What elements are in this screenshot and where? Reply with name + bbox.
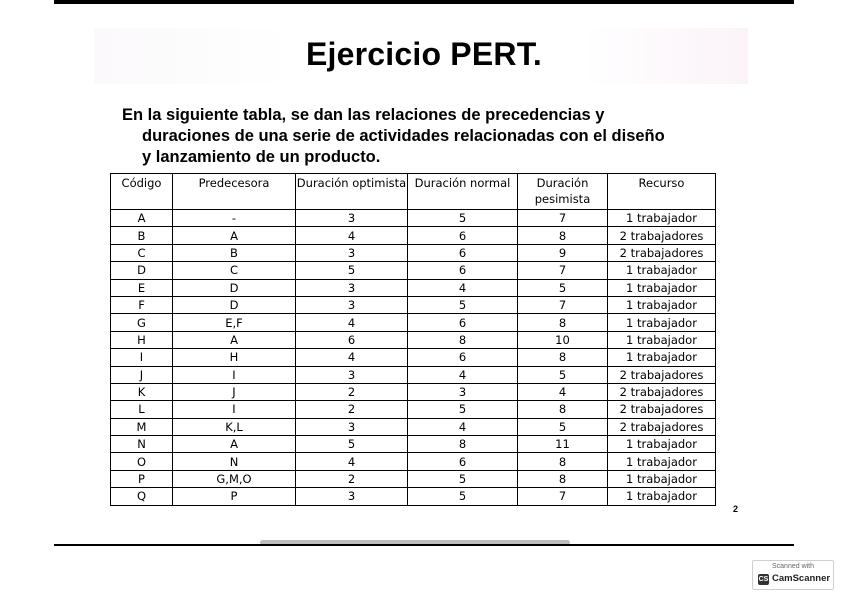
cell-normal: 5	[408, 488, 518, 505]
cell-predecesora: D	[173, 296, 296, 313]
cell-codigo: F	[111, 296, 173, 313]
cell-optimista: 2	[296, 401, 408, 418]
table-row	[111, 227, 716, 244]
cell-codigo: L	[111, 401, 173, 418]
cell-pesimista: 8	[518, 349, 608, 366]
page-title: Ejercicio PERT.	[306, 36, 542, 72]
table-row	[111, 401, 716, 418]
scanned-with-label: Scanned with	[771, 563, 815, 570]
cell-recurso: 1 trabajador	[608, 314, 716, 331]
cell-normal: 4	[408, 418, 518, 435]
cell-codigo: J	[111, 366, 173, 383]
cell-predecesora: N	[173, 453, 296, 470]
intro-line-1: En la siguiente tabla, se dan las relaciones de precedencias y	[122, 106, 605, 124]
page-number: 2	[733, 504, 739, 514]
cell-recurso: 1 trabajador	[608, 488, 716, 505]
cell-codigo: H	[111, 331, 173, 348]
cell-normal: 3	[408, 383, 518, 400]
table-row	[111, 366, 716, 383]
intro-line-3: y lanzamiento de un producto.	[142, 148, 381, 166]
cell-pesimista: 8	[518, 470, 608, 487]
cell-pesimista: 4	[518, 383, 608, 400]
cell-pesimista: 7	[518, 262, 608, 279]
camscanner-logo-icon: CS	[758, 576, 769, 583]
table-row	[111, 279, 716, 296]
cell-codigo: Q	[111, 488, 173, 505]
table-row	[111, 296, 716, 313]
cell-pesimista: 5	[518, 366, 608, 383]
cell-normal: 6	[408, 314, 518, 331]
cell-codigo: C	[111, 244, 173, 261]
cell-normal: 5	[408, 470, 518, 487]
cell-normal: 4	[408, 279, 518, 296]
table-row	[111, 314, 716, 331]
cell-predecesora: I	[173, 366, 296, 383]
cell-predecesora: H	[173, 349, 296, 366]
cell-recurso: 2 trabajadores	[608, 418, 716, 435]
table-row	[111, 436, 716, 453]
camscanner-name: CamScanner	[772, 573, 831, 584]
cell-optimista: 5	[296, 262, 408, 279]
cell-optimista: 5	[296, 436, 408, 453]
cell-predecesora: C	[173, 262, 296, 279]
cell-optimista: 4	[296, 227, 408, 244]
cell-pesimista: 8	[518, 401, 608, 418]
camscanner-badge	[752, 560, 834, 590]
cell-codigo: N	[111, 436, 173, 453]
cell-recurso: 1 trabajador	[608, 210, 716, 227]
cell-predecesora: A	[173, 227, 296, 244]
cell-optimista: 3	[296, 418, 408, 435]
cell-recurso: 1 trabajador	[608, 453, 716, 470]
cell-codigo: G	[111, 314, 173, 331]
cell-optimista: 3	[296, 296, 408, 313]
cell-codigo: A	[111, 210, 173, 227]
cell-codigo: D	[111, 262, 173, 279]
table-row	[111, 244, 716, 261]
cell-pesimista: 10	[518, 331, 608, 348]
cell-normal: 6	[408, 453, 518, 470]
cell-pesimista: 7	[518, 488, 608, 505]
cell-normal: 5	[408, 401, 518, 418]
table-row	[111, 488, 716, 505]
cell-predecesora: E,F	[173, 314, 296, 331]
cell-normal: 6	[408, 244, 518, 261]
cell-pesimista: 9	[518, 244, 608, 261]
cell-optimista: 3	[296, 210, 408, 227]
cell-predecesora: -	[173, 210, 296, 227]
cell-recurso: 2 trabajadores	[608, 227, 716, 244]
cell-normal: 6	[408, 227, 518, 244]
cell-predecesora: G,M,O	[173, 470, 296, 487]
table-header-row	[111, 174, 716, 210]
cell-pesimista: 7	[518, 296, 608, 313]
table-row	[111, 331, 716, 348]
cell-optimista: 2	[296, 470, 408, 487]
cell-normal: 4	[408, 366, 518, 383]
pert-table	[110, 173, 716, 506]
cell-codigo: P	[111, 470, 173, 487]
cell-normal: 8	[408, 436, 518, 453]
intro-line-2: duraciones de una serie de actividades relacionadas con el diseño	[142, 127, 665, 145]
table-body	[111, 210, 716, 506]
cell-recurso: 1 trabajador	[608, 262, 716, 279]
cell-recurso: 2 trabajadores	[608, 244, 716, 261]
cell-optimista: 3	[296, 488, 408, 505]
cell-predecesora: K,L	[173, 418, 296, 435]
table-row	[111, 210, 716, 227]
cell-recurso: 2 trabajadores	[608, 401, 716, 418]
table-row	[111, 418, 716, 435]
table-row	[111, 349, 716, 366]
cell-predecesora: P	[173, 488, 296, 505]
cell-recurso: 1 trabajador	[608, 349, 716, 366]
cell-pesimista: 5	[518, 418, 608, 435]
header-recurso: Recurso	[608, 174, 716, 210]
cell-normal: 8	[408, 331, 518, 348]
cell-optimista: 4	[296, 314, 408, 331]
header-duracion-normal: Duración normal	[408, 174, 518, 210]
cell-codigo: I	[111, 349, 173, 366]
intro-paragraph	[122, 105, 722, 168]
cell-optimista: 6	[296, 331, 408, 348]
cell-recurso: 2 trabajadores	[608, 366, 716, 383]
cell-predecesora: B	[173, 244, 296, 261]
cell-optimista: 4	[296, 349, 408, 366]
bottom-rule	[54, 544, 794, 546]
cell-codigo: E	[111, 279, 173, 296]
table-row	[111, 453, 716, 470]
cell-codigo: K	[111, 383, 173, 400]
cell-normal: 5	[408, 210, 518, 227]
cell-codigo: B	[111, 227, 173, 244]
header-duracion-optimista: Duración optimista	[296, 174, 408, 210]
cell-normal: 5	[408, 296, 518, 313]
table-row	[111, 262, 716, 279]
cell-optimista: 3	[296, 366, 408, 383]
cell-pesimista: 8	[518, 227, 608, 244]
header-duracion-pesimista: Duración pesimista	[518, 174, 608, 210]
cell-predecesora: A	[173, 436, 296, 453]
cell-predecesora: I	[173, 401, 296, 418]
table-row	[111, 470, 716, 487]
cell-recurso: 1 trabajador	[608, 331, 716, 348]
cell-normal: 6	[408, 349, 518, 366]
table-row	[111, 383, 716, 400]
cell-predecesora: J	[173, 383, 296, 400]
top-rule	[54, 0, 794, 4]
cell-recurso: 1 trabajador	[608, 279, 716, 296]
cell-codigo: O	[111, 453, 173, 470]
header-codigo: Código	[111, 174, 173, 210]
cell-pesimista: 8	[518, 314, 608, 331]
cell-optimista: 3	[296, 244, 408, 261]
header-predecesora: Predecesora	[173, 174, 296, 210]
cell-recurso: 1 trabajador	[608, 296, 716, 313]
cell-pesimista: 7	[518, 210, 608, 227]
cell-pesimista: 11	[518, 436, 608, 453]
cell-optimista: 2	[296, 383, 408, 400]
cell-pesimista: 8	[518, 453, 608, 470]
cell-recurso: 1 trabajador	[608, 436, 716, 453]
cell-codigo: M	[111, 418, 173, 435]
cell-pesimista: 5	[518, 279, 608, 296]
cell-optimista: 3	[296, 279, 408, 296]
cell-recurso: 2 trabajadores	[608, 383, 716, 400]
cell-predecesora: D	[173, 279, 296, 296]
cell-predecesora: A	[173, 331, 296, 348]
cell-optimista: 4	[296, 453, 408, 470]
cell-normal: 6	[408, 262, 518, 279]
cell-recurso: 1 trabajador	[608, 470, 716, 487]
